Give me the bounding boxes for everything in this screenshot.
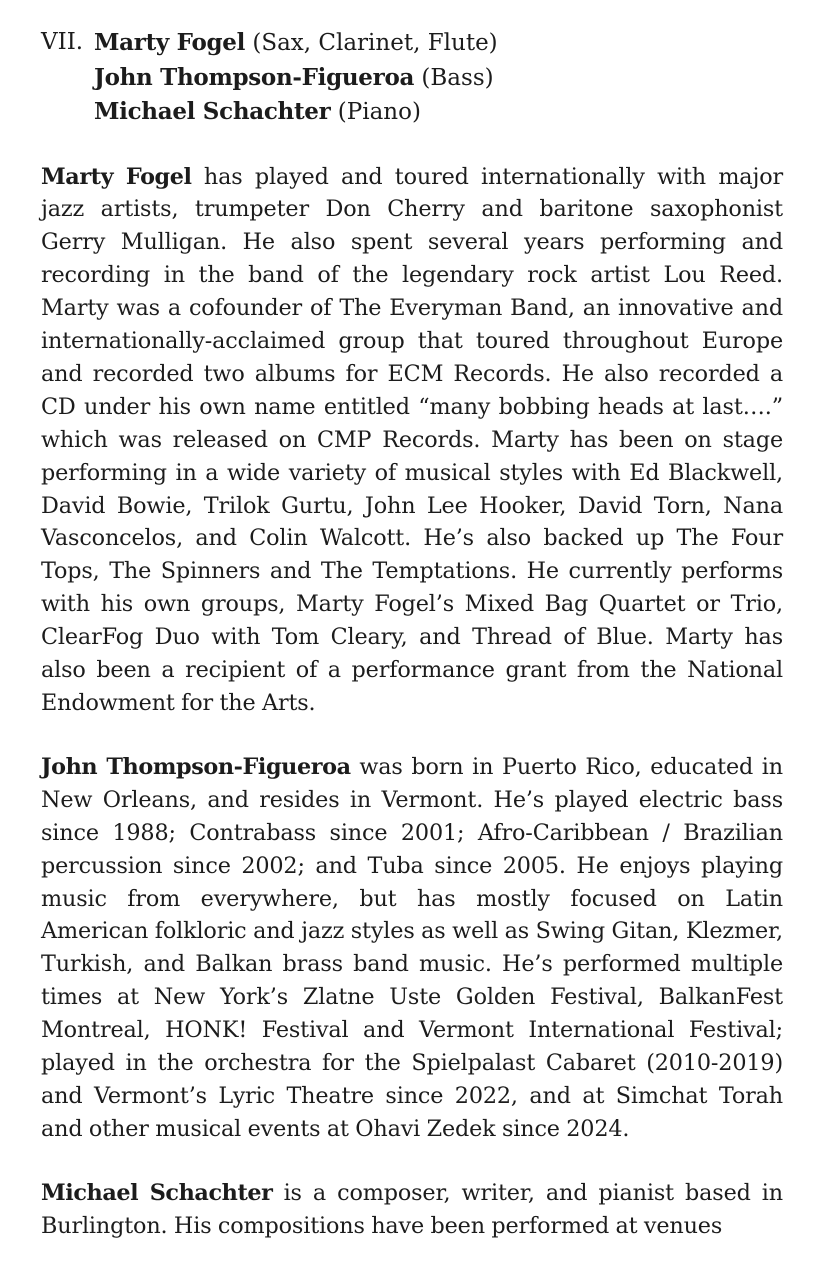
member-instruments: (Piano) [337,99,421,125]
member-name: Michael Schachter [94,98,331,125]
bio-name: Michael Schachter [41,1179,273,1206]
bio-name: Marty Fogel [41,163,192,190]
roster-member [94,26,498,61]
document-page [41,26,783,1243]
bio-text: was born in Puerto Rico, educated in New Orleans, and resides in Vermont. He’s played electric bass since 1988; Contrabass since 2001; Afro-Caribbean / Brazilian percussion since 2002; and Tuba since 2005. He enjoys playing music from everywhere, but has mostly focused on Latin American folkloric and jazz styles as well as Swing Gitan, Klezmer, Turkish, and Balkan brass band music. He’s performed multiple times at New York’s Zlatne Uste Golden Festival, BalkanFest Montreal, HONK! Festival and Vermont International Festival; played in the orchestra for the Spielpalast Cabaret (2010-2019) and Vermont’s Lyric Theatre since 2022, and at Simchat Torah and other musical events at Ohavi Zedek since 2024. [41,753,783,1142]
bio-text: is a composer, writer, and pianist based in Burlington. His compositions have been performed at venues [41,1179,783,1239]
bio-name: John Thompson-Figueroa [41,753,351,780]
ensemble-roster [41,26,783,130]
bio-michael-schachter [41,1177,783,1243]
bio-john-thompson-figueroa [41,751,783,1146]
roster-member [94,95,498,130]
bio-marty-fogel [41,161,783,720]
member-name: John Thompson-Figueroa [94,63,415,91]
roster-member-list [94,26,498,130]
roster-member [94,61,498,96]
member-name: Marty Fogel [94,29,246,56]
section-numeral: VII. [41,29,84,55]
member-instruments: (Bass) [421,64,494,91]
member-instruments: (Sax, Clarinet, Flute) [252,30,498,56]
bio-text: has played and toured internationally with major jazz artists, trumpeter Don Cherry and baritone saxophonist Gerry Mulligan. He also spent several years performing and recording in the band of the legendary rock artist Lou Reed. Marty was a cofounder of The Everyman Band, an innovative and internationally-acclaimed group that toured throughout Europe and recorded two albums for ECM Records. He also recorded a CD under his own name entitled “many bobbing heads at last….” which was released on CMP Records. Marty has been on stage performing in a wide variety of musical styles with Ed Blackwell, David Bowie, Trilok Gurtu, John Lee Hooker, David Torn, Nana Vasconcelos, and Colin Walcott. He’s also backed up The Four Tops, The Spinners and The Temptations. He currently performs with his own groups, Marty Fogel’s Mixed Bag Quartet or Trio, ClearFog Duo with Tom Cleary, and Thread of Blue. Marty has also been a recipient of a performance grant from the National Endowment for the Arts. [41,163,783,716]
